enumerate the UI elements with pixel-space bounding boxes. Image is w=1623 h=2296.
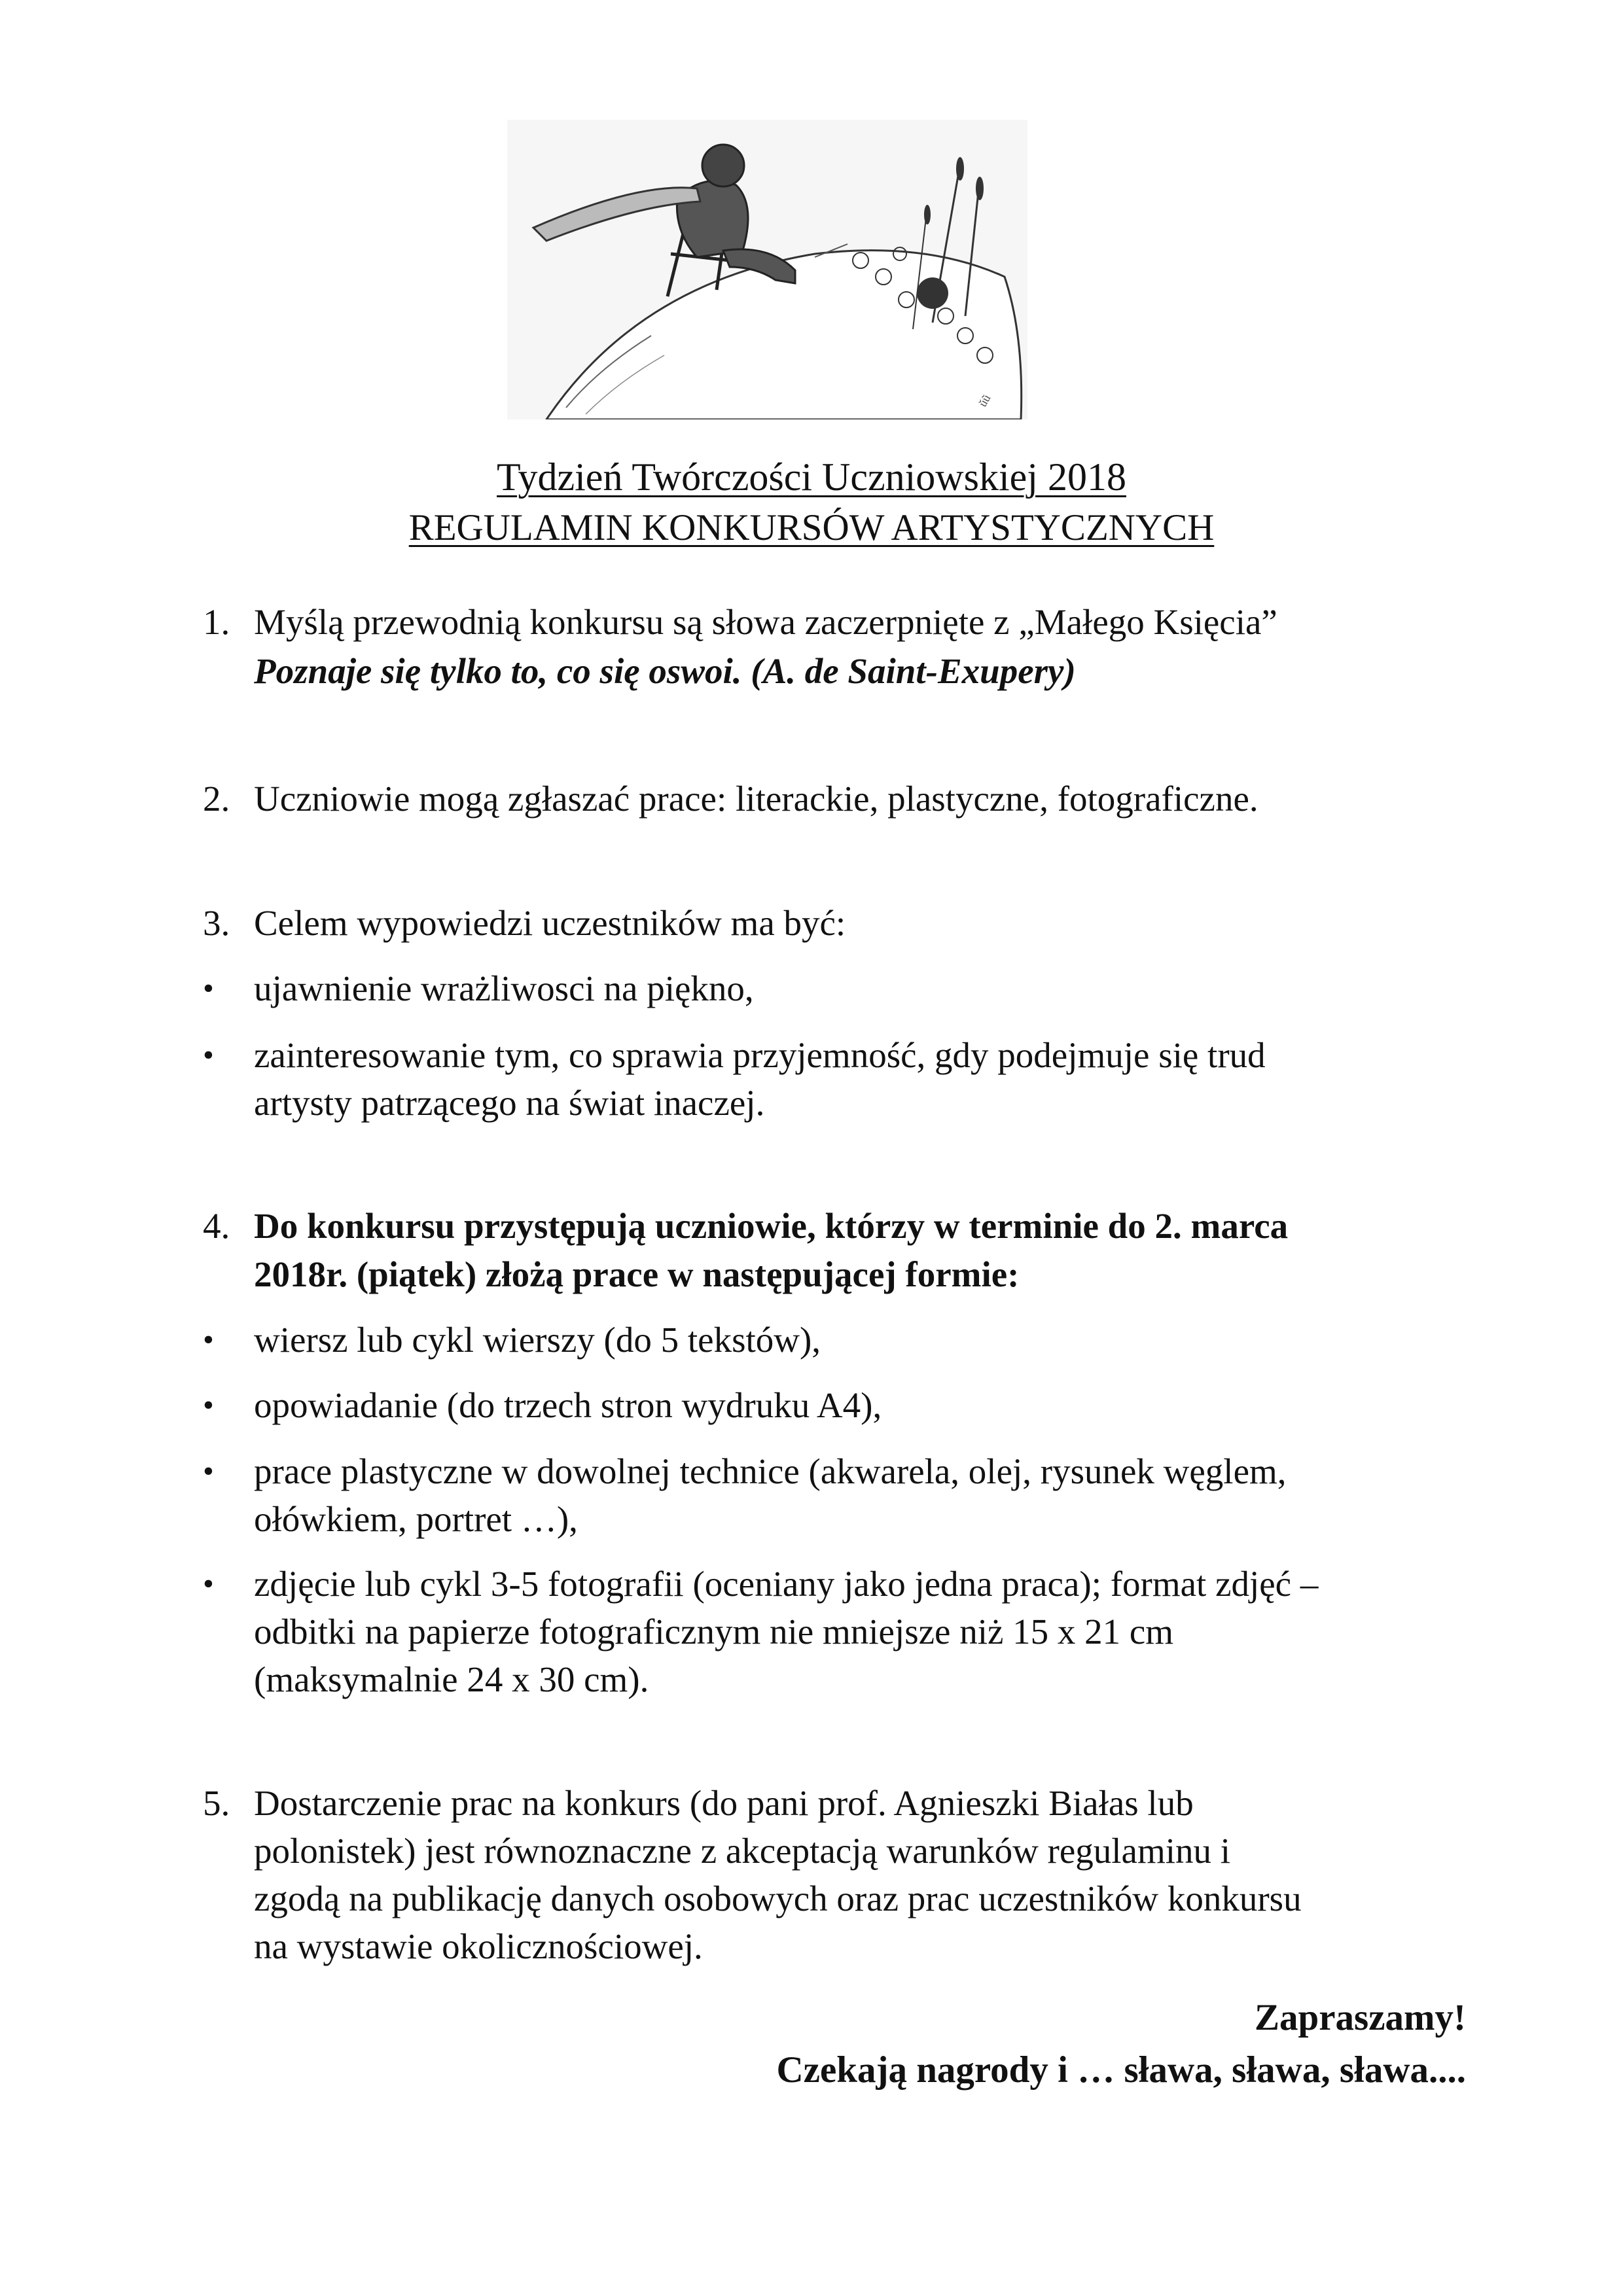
list-item-text: odbitki na papierze fotograficznym nie mniejsze niż 15 x 21 cm — [254, 1612, 1174, 1651]
rule-text: Uczniowie mogą zgłaszać prace: literackie, plastyczne, fotograficzne. — [254, 779, 1258, 819]
rule-number: 4. — [203, 1206, 230, 1246]
list-item-text: ołówkiem, portret …), — [254, 1499, 578, 1539]
rule-text: Dostarczenie prac na konkurs (do pani prof. Agnieszki Białas lub — [254, 1783, 1194, 1823]
rule-number: 1. — [203, 602, 230, 642]
list-item-text: prace plastyczne w dowolnej technice (akwarela, olej, rysunek węglem, — [254, 1451, 1287, 1491]
quote-text: Poznaje się tylko to, co się oswoi. (A. de Saint-Exupery) — [254, 651, 1076, 691]
bullet-icon: • — [203, 1388, 214, 1422]
document-subtitle: REGULAMIN KONKURSÓW ARTYSTYCZNYCH — [408, 507, 1215, 548]
rule-text: polonistek) jest równoznaczne z akceptacją warunków regulaminu i — [254, 1831, 1231, 1871]
bullet-icon: • — [203, 1322, 214, 1357]
rule-text: zgodą na publikację danych osobowych oraz prac uczestników konkursu — [254, 1879, 1302, 1918]
rule-text: 2018r. (piątek) złożą prace w następującej formie: — [254, 1254, 1020, 1294]
list-item-text: artysty patrzącego na świat inaczej. — [254, 1083, 765, 1123]
rule-number: 5. — [203, 1783, 230, 1823]
list-item-text: opowiadanie (do trzech stron wydruku A4), — [254, 1385, 882, 1425]
list-item-text: ujawnienie wrażliwosci na piękno, — [254, 968, 754, 1008]
bullet-icon: • — [203, 1454, 214, 1489]
bullet-icon: • — [203, 971, 214, 1006]
document-title: Tydzień Twórczości Uczniowskiej 2018 — [497, 455, 1126, 499]
rule-number: 2. — [203, 779, 230, 819]
bullet-icon: • — [203, 1566, 214, 1601]
svg-text:ǔũ: ǔũ — [976, 392, 993, 409]
closing-invitation: Zapraszamy! — [1255, 1997, 1466, 2038]
bullet-icon: • — [203, 1038, 214, 1072]
rule-number: 3. — [203, 903, 230, 943]
list-item-text: (maksymalnie 24 x 30 cm). — [254, 1659, 649, 1699]
rule-text: Celem wypowiedzi uczestników ma być: — [254, 903, 846, 943]
rule-text: na wystawie okolicznościowej. — [254, 1926, 703, 1966]
rule-text: Myślą przewodnią konkursu są słowa zaczerpnięte z „Małego Księcia” — [254, 602, 1277, 642]
list-item-text: zdjęcie lub cykl 3-5 fotografii (oceniany jako jedna praca); format zdjęć – — [254, 1564, 1319, 1604]
closing-prizes: Czekają nagrody i … sława, sława, sława.... — [776, 2049, 1466, 2091]
list-item-text: zainteresowanie tym, co sprawia przyjemność, gdy podejmuje się trud — [254, 1035, 1266, 1075]
rule-text: Do konkursu przystępują uczniowie, którzy w terminie do 2. marca — [254, 1206, 1289, 1246]
list-item-text: wiersz lub cykl wierszy (do 5 tekstów), — [254, 1320, 821, 1360]
